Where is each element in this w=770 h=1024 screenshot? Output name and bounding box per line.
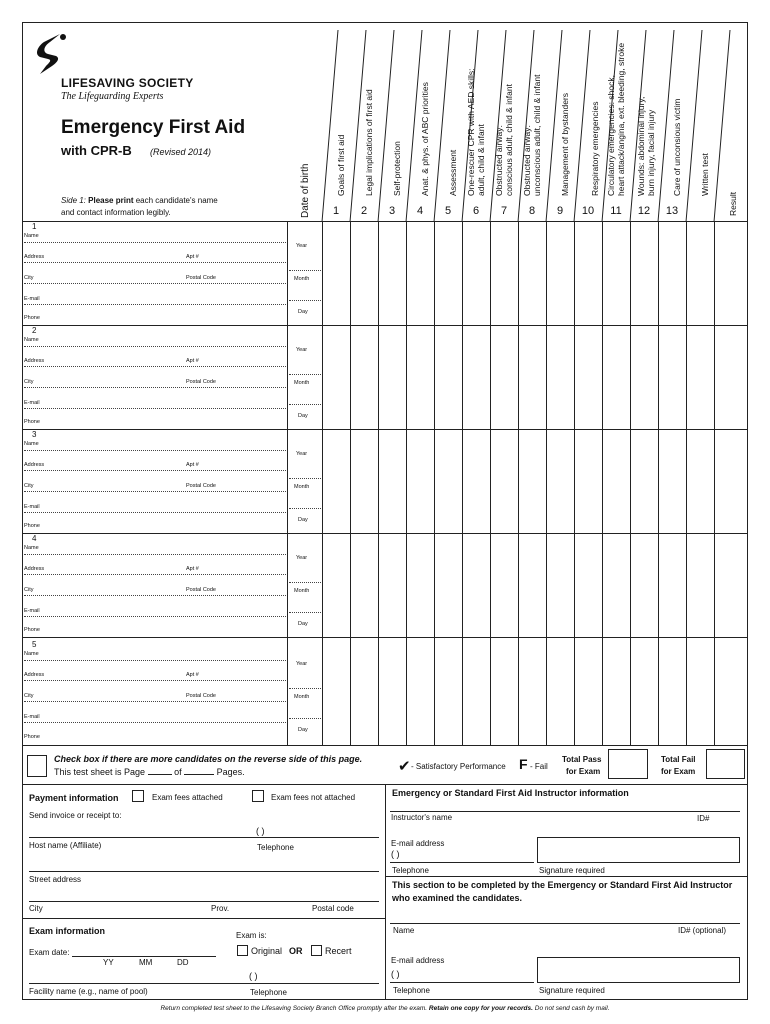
name-line[interactable]	[24, 450, 286, 451]
examiner-telephone-label: Telephone	[393, 986, 430, 995]
examiner-phone-line[interactable]	[390, 982, 534, 983]
total-pass-label-2: for Exam	[566, 767, 601, 776]
instructor-phone-line[interactable]	[390, 862, 534, 863]
exam-date-label: Exam date:	[29, 948, 70, 957]
more-candidates-text: Check box if there are more candidates on the reverse side of this page.	[54, 754, 363, 764]
grid-line	[546, 221, 547, 745]
page-title: Emergency First Aid	[61, 117, 246, 138]
column-label-9: Management of bystanders	[560, 92, 570, 196]
city-line[interactable]	[24, 595, 286, 596]
column-label-6b: adult, child & infant	[476, 124, 486, 196]
grid-line	[630, 221, 631, 745]
city-line[interactable]	[29, 901, 379, 902]
column-label-11: Circulatory emergencies: shock,	[606, 75, 616, 196]
column-label-written: Written test	[700, 153, 710, 196]
name-line[interactable]	[24, 346, 286, 347]
column-number-9: 9	[556, 205, 564, 217]
grid-line	[434, 221, 435, 745]
examiner-phone-paren: ( )	[391, 969, 400, 979]
column-label-11b: heart attack/angina, ext. bleeding, stroke	[616, 42, 626, 196]
fees-attached-label: Exam fees attached	[152, 793, 223, 802]
grid-line	[322, 221, 323, 745]
host-name-line[interactable]	[29, 837, 379, 838]
month-line[interactable]	[289, 508, 321, 509]
exam-date-line[interactable]	[72, 956, 216, 957]
street-line[interactable]	[29, 871, 379, 872]
email-label: E-mail	[24, 504, 40, 510]
month-line[interactable]	[289, 300, 321, 301]
postal-label: Postal Code	[186, 587, 216, 593]
apt-label: Apt #	[186, 566, 199, 572]
column-label-13: Care of unconsious victim	[672, 98, 682, 196]
postal-label: Postal Code	[186, 275, 216, 281]
column-number-7: 7	[500, 205, 508, 217]
examiner-name-label: Name	[393, 926, 415, 935]
city-label: City	[24, 587, 34, 593]
grid-line	[658, 221, 659, 745]
column-label-1: Goals of first aid	[336, 134, 346, 196]
address-label: Address	[24, 672, 45, 678]
total-fail-label: Total Fail	[661, 755, 696, 764]
instructor-phone-paren: ( )	[391, 849, 400, 859]
payment-title: Payment information	[29, 793, 119, 803]
column-number-10: 10	[581, 205, 595, 217]
column-label-8: Obstructed airway:	[522, 125, 532, 196]
city-line[interactable]	[24, 491, 286, 492]
day-label: Day	[298, 517, 308, 523]
total-fail-label-2: for Exam	[661, 767, 696, 776]
year-label: Year	[296, 661, 308, 667]
exam-title: Exam information	[29, 926, 106, 936]
column-number-2: 2	[360, 205, 368, 217]
address-line[interactable]	[24, 262, 286, 263]
day-label: Day	[298, 621, 308, 627]
column-label-12b: burn injury, facial injury	[646, 109, 656, 196]
fees-not-attached-checkbox[interactable]	[252, 790, 264, 802]
instructor-name-line[interactable]	[390, 811, 740, 812]
month-label: Month	[294, 694, 310, 700]
postal-label: Postal Code	[186, 693, 216, 699]
side-note: Side 1: Please print each candidate's name	[61, 196, 218, 205]
city-label: City	[24, 275, 34, 281]
month-label: Month	[294, 276, 310, 282]
grid-line	[378, 221, 379, 745]
name-line[interactable]	[24, 554, 286, 555]
address-line[interactable]	[24, 574, 286, 575]
column-label-3: Self-protection	[392, 141, 402, 196]
facility-label: Facility name (e.g., name of pool)	[29, 987, 148, 996]
exam-date-dd: DD	[177, 958, 189, 967]
examiner-signature-label: Signature required	[539, 986, 605, 995]
row-separator	[22, 745, 748, 746]
month-line[interactable]	[289, 404, 321, 405]
instructor-name-label: Instructor's name	[391, 813, 453, 822]
postal-label: Postal Code	[186, 379, 216, 385]
year-label: Year	[296, 347, 308, 353]
host-telephone-label: Telephone	[257, 843, 294, 852]
org-name: LIFESAVING SOCIETY	[61, 76, 194, 90]
row-separator	[22, 325, 748, 326]
month-label: Month	[294, 484, 310, 490]
email-label: E-mail	[24, 400, 40, 406]
column-label-2: Legal implications of first aid	[364, 89, 374, 196]
city-line[interactable]	[24, 387, 286, 388]
city-line[interactable]	[24, 701, 286, 702]
postal-code-label: Postal code	[312, 904, 354, 913]
grid-line	[574, 221, 575, 745]
address-line[interactable]	[24, 470, 286, 471]
column-number-4: 4	[416, 205, 424, 217]
column-divider	[385, 784, 386, 1000]
year-line[interactable]	[289, 582, 321, 583]
page-subtitle: with CPR-B	[61, 143, 132, 158]
year-line[interactable]	[289, 478, 321, 479]
fail-legend: - Fail	[530, 762, 548, 771]
host-name-label: Host name (Affiliate)	[29, 841, 102, 850]
column-label-6: One-rescuer CPR with AED skills:	[466, 68, 476, 196]
email-line[interactable]	[24, 512, 286, 513]
city-label: City	[24, 483, 34, 489]
address-line[interactable]	[24, 680, 286, 681]
month-line[interactable]	[289, 718, 321, 719]
instructor-title: Emergency or Standard First Aid Instructor information	[392, 788, 629, 798]
email-line[interactable]	[24, 722, 286, 723]
city-label: City	[24, 379, 34, 385]
candidate-number: 1	[32, 222, 37, 231]
column-number-6: 6	[472, 205, 480, 217]
candidate-number: 2	[32, 326, 37, 335]
fees-attached-checkbox[interactable]	[132, 790, 144, 802]
grid-line	[602, 221, 603, 745]
apt-label: Apt #	[186, 672, 199, 678]
address-label: Address	[24, 254, 45, 260]
instructor-email-label: E-mail address	[391, 839, 445, 848]
phone-label: Phone	[24, 734, 40, 740]
year-label: Year	[296, 555, 308, 561]
satisfactory-legend: - Satisfactory Performance	[411, 762, 506, 771]
original-label: Original	[251, 946, 283, 956]
column-label-12: Wounds: abdominal injury,	[636, 96, 646, 196]
apt-label: Apt #	[186, 462, 199, 468]
examiner-signature-box[interactable]	[537, 957, 740, 983]
phone-label: Phone	[24, 523, 40, 529]
name-label: Name	[24, 545, 39, 551]
section-note-2: who examined the candidates.	[392, 893, 523, 903]
column-number-12: 12	[637, 205, 651, 217]
recert-checkbox[interactable]	[311, 945, 322, 956]
facility-telephone-label: Telephone	[250, 988, 287, 997]
revised-note: (Revised 2014)	[150, 147, 212, 157]
grid-line	[350, 221, 351, 745]
year-line[interactable]	[289, 374, 321, 375]
check-mark-icon: ✔	[398, 758, 411, 775]
grid-line	[490, 221, 491, 745]
column-label-result: Result	[728, 191, 738, 216]
year-line[interactable]	[289, 688, 321, 689]
side-note-line2: and contact information legibly.	[61, 208, 171, 217]
city-label: City	[24, 693, 34, 699]
tagline: The Lifeguarding Experts	[61, 91, 164, 102]
fail-letter: F	[519, 756, 528, 772]
column-number-3: 3	[388, 205, 396, 217]
city-label: City	[29, 904, 43, 913]
name-label: Name	[24, 441, 39, 447]
column-number-13: 13	[665, 205, 679, 217]
send-invoice-label: Send invoice or receipt to:	[29, 811, 122, 820]
instructor-signature-label: Signature required	[539, 866, 605, 875]
candidate-number: 5	[32, 640, 37, 649]
name-line[interactable]	[24, 660, 286, 661]
month-label: Month	[294, 588, 310, 594]
day-label: Day	[298, 309, 308, 315]
original-checkbox[interactable]	[237, 945, 248, 956]
year-label: Year	[296, 451, 308, 457]
host-phone-paren: ( )	[256, 826, 265, 836]
day-label: Day	[298, 413, 308, 419]
address-label: Address	[24, 358, 45, 364]
column-number-11: 11	[610, 205, 622, 217]
email-label: E-mail	[24, 714, 40, 720]
dob-header: Date of birth	[300, 163, 311, 218]
section-separator	[385, 876, 748, 877]
year-label: Year	[296, 243, 308, 249]
address-label: Address	[24, 566, 45, 572]
section-note-1: This section to be completed by the Emergency or Standard First Aid Instructor	[392, 880, 733, 890]
column-number-1: 1	[332, 205, 340, 217]
column-label-5: Assessment	[448, 149, 458, 196]
grid-line	[518, 221, 519, 745]
column-label-7b: conscious adult, child & infant	[504, 84, 514, 196]
row-separator	[22, 429, 748, 430]
column-number-8: 8	[528, 205, 536, 217]
apt-label: Apt #	[186, 254, 199, 260]
email-label: E-mail	[24, 296, 40, 302]
year-line[interactable]	[289, 270, 321, 271]
grid-line	[406, 221, 407, 745]
email-line[interactable]	[24, 616, 286, 617]
exam-is-label: Exam is:	[236, 931, 267, 940]
month-line[interactable]	[289, 612, 321, 613]
month-label: Month	[294, 380, 310, 386]
candidate-number: 3	[32, 430, 37, 439]
prov-label: Prov.	[211, 904, 230, 913]
footer-note: Return completed test sheet to the Lifesaving Society Branch Office promptly after the exam. Retain one copy for your records. Do not send cash by mail.	[160, 1005, 610, 1012]
phone-label: Phone	[24, 627, 40, 633]
column-label-8b: unconscious adult, child & infant	[532, 74, 542, 196]
column-label-4: Anat. & phys. of ABC priorities	[420, 82, 430, 196]
address-label: Address	[24, 462, 45, 468]
phone-label: Phone	[24, 315, 40, 321]
examiner-email-label: E-mail address	[391, 956, 445, 965]
row-separator	[22, 637, 748, 638]
exam-date-mm: MM	[139, 958, 153, 967]
section-separator	[22, 918, 386, 919]
total-fail-box[interactable]	[706, 749, 745, 779]
total-pass-label: Total Pass	[562, 755, 602, 764]
city-line[interactable]	[24, 283, 286, 284]
instructor-id-label: ID#	[697, 814, 710, 823]
or-label: OR	[289, 946, 303, 956]
grid-line	[686, 221, 687, 745]
column-number-5: 5	[444, 205, 452, 217]
fees-not-attached-label: Exam fees not attached	[271, 793, 356, 802]
examiner-name-line[interactable]	[390, 923, 740, 924]
grid-line	[714, 221, 715, 745]
column-label-7: Obstructed airway:	[494, 125, 504, 196]
grid-line	[462, 221, 463, 745]
examiner-id-label: ID# (optional)	[678, 926, 727, 935]
page-count: This test sheet is Page of Pages.	[54, 767, 245, 777]
exam-date-yy: YY	[103, 958, 114, 967]
day-label: Day	[298, 727, 308, 733]
email-line[interactable]	[24, 304, 286, 305]
postal-label: Postal Code	[186, 483, 216, 489]
recert-label: Recert	[325, 946, 352, 956]
email-line[interactable]	[24, 408, 286, 409]
instructor-telephone-label: Telephone	[392, 866, 429, 875]
table-top-line	[22, 221, 748, 222]
name-label: Name	[24, 651, 39, 657]
candidate-number: 4	[32, 534, 37, 543]
apt-label: Apt #	[186, 358, 199, 364]
instructor-signature-box[interactable]	[537, 837, 740, 863]
row-separator	[22, 533, 748, 534]
name-label: Name	[24, 337, 39, 343]
facility-phone-paren: ( )	[249, 971, 258, 981]
name-label: Name	[24, 233, 39, 239]
column-label-10: Respiratory emergencies	[590, 101, 600, 196]
total-pass-box[interactable]	[608, 749, 648, 779]
address-line[interactable]	[24, 366, 286, 367]
email-label: E-mail	[24, 608, 40, 614]
grid-line	[287, 221, 288, 745]
street-label: Street address	[29, 875, 82, 884]
phone-label: Phone	[24, 419, 40, 425]
name-line[interactable]	[24, 242, 286, 243]
facility-line[interactable]	[29, 983, 379, 984]
more-candidates-checkbox[interactable]	[27, 755, 47, 777]
